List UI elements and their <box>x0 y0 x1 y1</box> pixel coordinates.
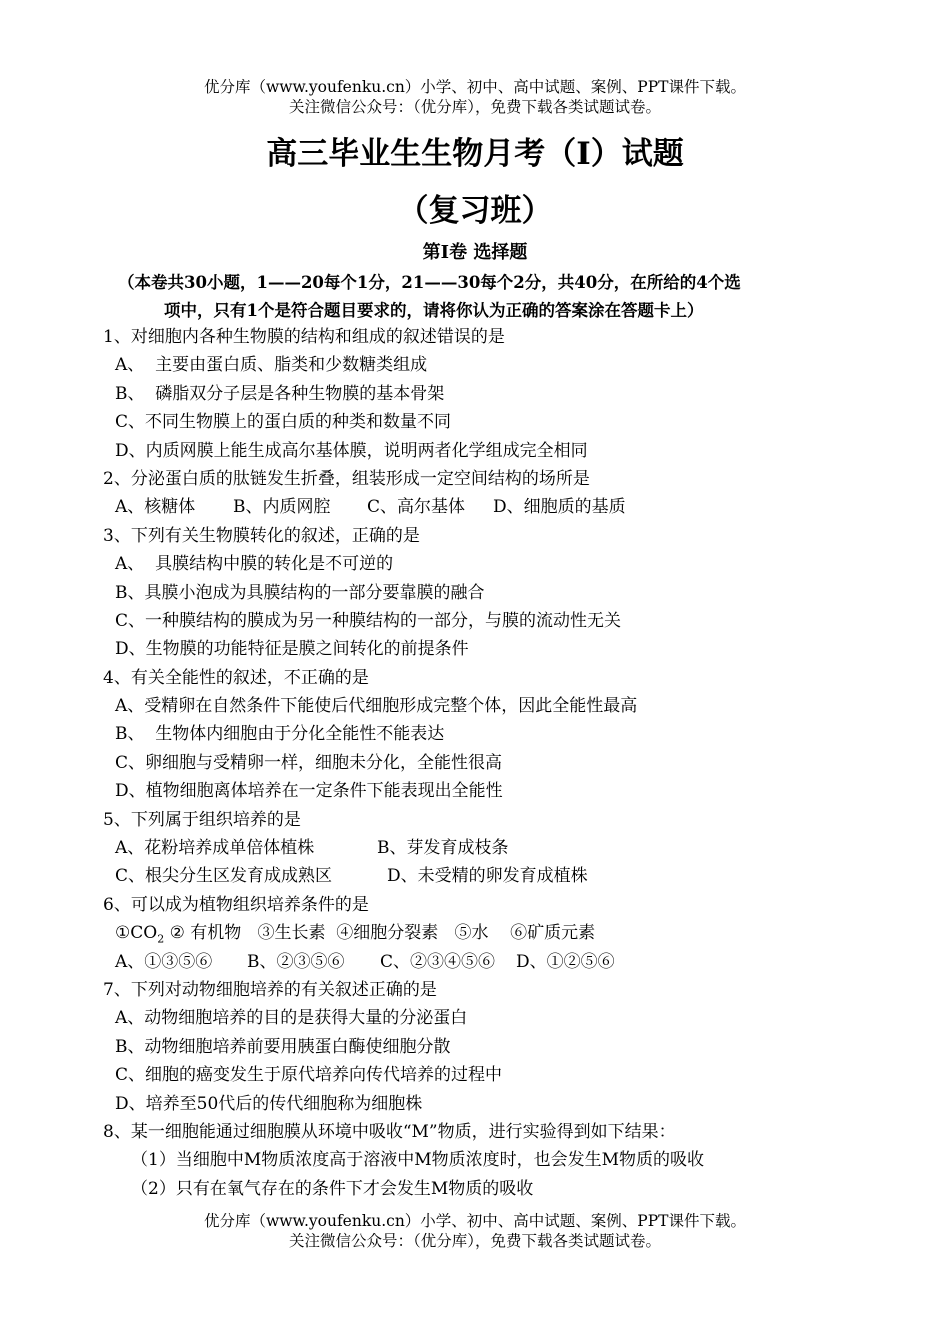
question-1-option-c: C、不同生物膜上的蛋白质的种类和数量不同 <box>115 412 452 433</box>
question-6-items-prefix: ①CO <box>115 923 158 944</box>
section-heading: 第I卷 选择题 <box>422 242 528 263</box>
question-4-option-b: B、 生物体内细胞由于分化全能性不能表达 <box>115 724 445 745</box>
question-7-stem: 7、下列对动物细胞培养的有关叙述正确的是 <box>103 979 437 1000</box>
question-4-stem: 4、有关全能性的叙述，不正确的是 <box>103 667 369 688</box>
footer-line-2: 关注微信公众号：（优分库），免费下载各类试题试卷。 <box>288 1232 661 1250</box>
question-5-option-b: B、芽发育成枝条 <box>377 838 509 859</box>
question-1-option-a: A、 主要由蛋白质、脂类和少数糖类组成 <box>115 355 428 376</box>
question-7-option-a: A、动物细胞培养的目的是获得大量的分泌蛋白 <box>115 1008 468 1029</box>
question-5-option-d: D、未受精的卵发育成植株 <box>387 866 588 887</box>
question-list <box>103 323 903 1203</box>
question-4-option-c: C、卵细胞与受精卵一样，细胞未分化，全能性很高 <box>115 752 503 773</box>
instructions-line-2: 项中，只有1个是符合题目要求的，请将你认为正确的答案涂在答题卡上） <box>164 301 704 320</box>
question-7-option-d: D、培养至50代后的传代细胞称为细胞株 <box>115 1093 423 1114</box>
question-5-option-c: C、根尖分生区发育成成熟区 <box>115 866 333 887</box>
question-5-options-row-2 <box>103 862 903 890</box>
question-8-stem: 8、某一细胞能通过细胞膜从环境中吸收“M”物质，进行实验得到如下结果： <box>103 1121 676 1142</box>
question-6-option-d: D、①②⑤⑥ <box>516 951 615 972</box>
instructions <box>118 269 858 325</box>
header-line-1: 优分库（www.youfenku.cn）小学、初中、高中试题、案例、PPT课件下载。 <box>203 78 747 96</box>
question-3-option-b: B、具膜小泡成为具膜结构的一部分要靠膜的融合 <box>115 582 485 603</box>
question-6-option-a: A、①③⑤⑥ <box>115 951 213 972</box>
page-header <box>0 77 950 117</box>
question-2-option-b: B、内质网腔 <box>233 497 331 518</box>
question-6-stem: 6、可以成为植物组织培养条件的是 <box>103 894 369 915</box>
question-2-option-c: C、高尔基体 <box>367 497 466 518</box>
question-6-option-c: C、②③④⑤⑥ <box>380 951 496 972</box>
question-1-stem: 1、对细胞内各种生物膜的结构和组成的叙述错误的是 <box>103 327 505 347</box>
question-5-option-a: A、花粉培养成单倍体植株 <box>115 838 315 859</box>
exam-title: 高三毕业生生物月考（I）试题 <box>266 136 684 172</box>
page-footer <box>0 1211 950 1251</box>
question-2-option-d: D、细胞质的基质 <box>493 497 626 518</box>
question-5-stem: 5、下列属于组织培养的是 <box>103 809 301 830</box>
exam-subtitle: （复习班） <box>397 193 553 229</box>
question-7-option-c: C、细胞的癌变发生于原代培养向传代培养的过程中 <box>115 1065 503 1086</box>
question-6-items <box>103 919 903 947</box>
question-5-options-row-1 <box>103 834 903 862</box>
instructions-line-1: （本卷共30小题，1——20每个1分，21——30每个2分，共40分，在所给的4个选 <box>118 273 741 292</box>
question-2-options <box>103 493 903 521</box>
question-2-stem: 2、分泌蛋白质的肽链发生折叠，组装形成一定空间结构的场所是 <box>103 468 590 489</box>
question-3-stem: 3、下列有关生物膜转化的叙述，正确的是 <box>103 525 420 546</box>
question-1-option-d: D、内质网膜上能生成高尔基体膜，说明两者化学组成完全相同 <box>115 440 588 461</box>
question-8-condition-1: （1）当细胞中M物质浓度高于溶液中M物质浓度时，也会发生M物质的吸收 <box>131 1150 705 1171</box>
question-4-option-d: D、植物细胞离体培养在一定条件下能表现出全能性 <box>115 781 503 802</box>
question-2-option-a: A、核糖体 <box>115 497 196 518</box>
question-6-items-subscript: 2 <box>157 932 165 946</box>
question-3-option-a: A、 具膜结构中膜的转化是不可逆的 <box>115 554 394 575</box>
question-7-option-b: B、动物细胞培养前要用胰蛋白酶使细胞分散 <box>115 1036 451 1057</box>
footer-line-1: 优分库（www.youfenku.cn）小学、初中、高中试题、案例、PPT课件下载。 <box>203 1212 747 1230</box>
header-line-2: 关注微信公众号：（优分库），免费下载各类试题试卷。 <box>288 98 661 116</box>
question-6-option-b: B、②③⑤⑥ <box>247 951 345 972</box>
question-6-options <box>103 948 903 976</box>
question-6-items-rest: ② 有机物 ③生长素 ④细胞分裂素 ⑤水 ⑥矿质元素 <box>164 923 596 944</box>
question-1-option-b: B、 磷脂双分子层是各种生物膜的基本骨架 <box>115 383 445 404</box>
question-3-option-c: C、一种膜结构的膜成为另一种膜结构的一部分，与膜的流动性无关 <box>115 610 622 631</box>
question-4-option-a: A、受精卵在自然条件下能使后代细胞形成完整个体，因此全能性最高 <box>115 696 638 717</box>
question-3-option-d: D、生物膜的功能特征是膜之间转化的前提条件 <box>115 639 469 660</box>
question-8-condition-2: （2）只有在氧气存在的条件下才会发生M物质的吸收 <box>131 1178 534 1199</box>
